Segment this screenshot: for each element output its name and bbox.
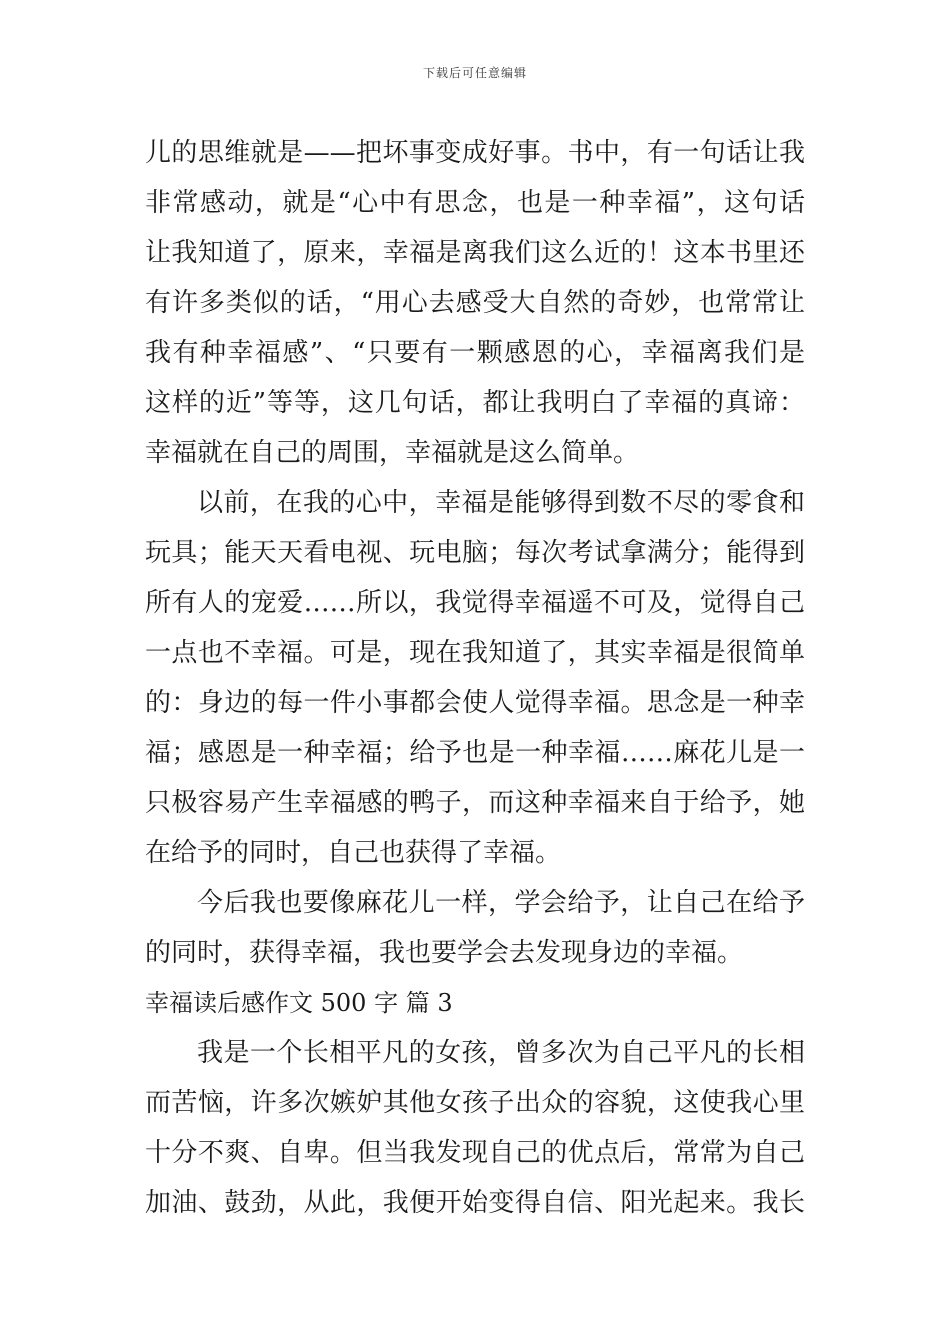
text-line: 在给予的同时，自己也获得了幸福。 (145, 838, 562, 868)
text-line: 今后我也要像麻花儿一样，学会给予，让自己在给予 (197, 888, 805, 918)
text-line: 幸福就在自己的周围，幸福就是这么简单。 (145, 438, 640, 468)
header-note: 下载后可任意编辑 (422, 66, 527, 80)
text-line: 儿的思维就是——把坏事变成好事。书中，有一句话让我 (145, 138, 805, 168)
section-heading: 幸福读后感作文 500 字 篇 3 (145, 989, 453, 1017)
text-line: 我是一个长相平凡的女孩，曾多次为自己平凡的长相 (197, 1038, 805, 1068)
text-line: 让我知道了，原来，幸福是离我们这么近的！这本书里还 (145, 238, 805, 268)
text-line: 有许多类似的话，“用心去感受大自然的奇妙，也常常让 (145, 288, 805, 318)
text-line: 玩具；能天天看电视、玩电脑；每次考试拿满分；能得到 (145, 538, 805, 568)
text-line: 十分不爽、自卑。但当我发现自己的优点后，常常为自己 (145, 1138, 805, 1168)
text-line: 以前，在我的心中，幸福是能够得到数不尽的零食和 (197, 488, 805, 518)
text-line: 一点也不幸福。可是，现在我知道了，其实幸福是很简单 (145, 638, 805, 668)
text-line: 福；感恩是一种幸福；给予也是一种幸福……麻花儿是一 (145, 738, 805, 768)
text-line: 所有人的宠爱……所以，我觉得幸福遥不可及，觉得自己 (145, 588, 805, 618)
paragraph (145, 1028, 805, 1228)
text-line: 非常感动，就是“心中有思念，也是一种幸福”，这句话 (145, 188, 805, 218)
paragraph (145, 878, 805, 978)
text-line: 加油、鼓劲，从此，我便开始变得自信、阳光起来。我长 (145, 1188, 805, 1218)
text-line: 这样的近”等等，这几句话，都让我明白了幸福的真谛： (145, 388, 805, 418)
text-line: 的同时，获得幸福，我也要学会去发现身边的幸福。 (145, 938, 744, 968)
document-body (145, 128, 805, 1228)
paragraph (145, 128, 805, 478)
text-line: 而苦恼，许多次嫉妒其他女孩子出众的容貌，这使我心里 (145, 1088, 805, 1118)
text-line: 的：身边的每一件小事都会使人觉得幸福。思念是一种幸 (145, 688, 805, 718)
text-line: 只极容易产生幸福感的鸭子，而这种幸福来自于给予，她 (145, 788, 805, 818)
text-line: 我有种幸福感”、“只要有一颗感恩的心，幸福离我们是 (145, 338, 805, 368)
paragraph (145, 478, 805, 878)
